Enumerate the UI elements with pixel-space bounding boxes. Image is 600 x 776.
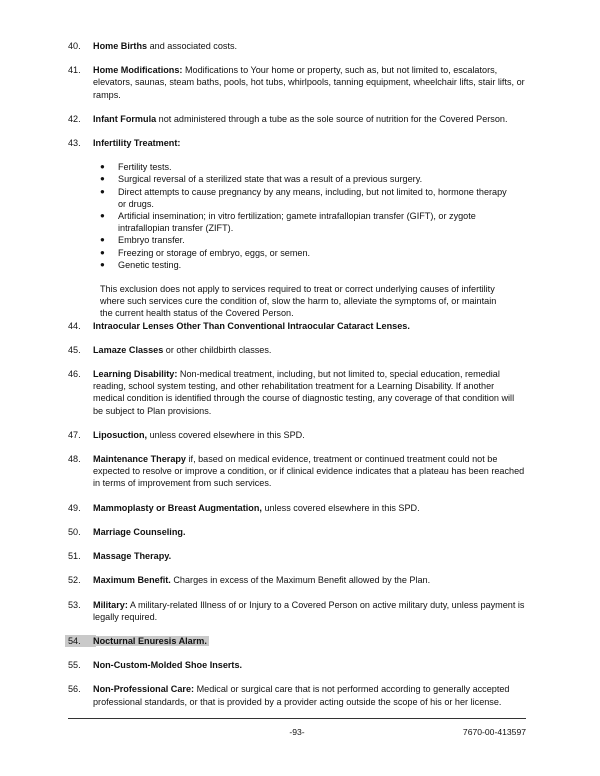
exclusion-item bbox=[68, 113, 526, 125]
exclusion-description: unless covered elsewhere in this SPD. bbox=[261, 502, 420, 513]
bullet-text: Genetic testing. bbox=[118, 259, 182, 270]
page-footer bbox=[68, 718, 526, 742]
exclusion-term: Massage Therapy. bbox=[93, 551, 172, 562]
exclusion-item bbox=[68, 429, 526, 441]
list-item bbox=[100, 173, 508, 185]
exclusion-item bbox=[68, 64, 526, 101]
exclusion-term: Military: bbox=[93, 599, 128, 610]
exclusion-number: 43. bbox=[68, 138, 81, 149]
bullet-icon: ● bbox=[100, 211, 105, 221]
exclusion-item bbox=[68, 344, 526, 356]
exclusion-number: 50. bbox=[68, 526, 81, 537]
bullet-icon: ● bbox=[100, 162, 105, 172]
exclusion-text bbox=[93, 113, 526, 125]
exclusion-text bbox=[93, 137, 526, 149]
exclusion-term: Home Modifications: bbox=[93, 65, 183, 76]
bullet-text: Direct attempts to cause pregnancy by any means, including, but not limited to, hormone therapy or drugs. bbox=[118, 186, 507, 209]
exclusion-number: 47. bbox=[68, 429, 81, 440]
exclusion-term: Infertility Treatment: bbox=[93, 138, 181, 149]
list-item bbox=[100, 161, 508, 173]
exclusion-description: A military-related Illness of or Injury to a Covered Person on active military duty, unless payment is legally required. bbox=[93, 599, 525, 622]
exclusion-term: Intraocular Lenses Other Than Conventional Intraocular Cataract Lenses. bbox=[93, 320, 410, 331]
exclusion-term: Learning Disability: bbox=[93, 369, 178, 380]
exclusion-number: 49. bbox=[68, 502, 81, 513]
list-item bbox=[100, 259, 508, 271]
exclusion-item bbox=[68, 659, 526, 671]
exclusion-sublist-block bbox=[100, 161, 508, 319]
list-item bbox=[100, 186, 508, 210]
exclusion-term: Non-Professional Care: bbox=[93, 684, 195, 695]
bullet-text: Embryo transfer. bbox=[118, 235, 185, 246]
list-item bbox=[100, 234, 508, 246]
exclusion-number: 46. bbox=[68, 369, 81, 380]
exclusion-term: Non-Custom-Molded Shoe Inserts. bbox=[93, 660, 243, 671]
exclusion-text bbox=[93, 429, 526, 441]
exclusion-term: Liposuction, bbox=[93, 429, 148, 440]
exclusion-text bbox=[93, 502, 526, 514]
exclusion-text bbox=[93, 64, 526, 101]
footer-divider bbox=[68, 718, 526, 719]
exclusion-term: Home Births bbox=[93, 41, 148, 51]
exclusion-number: 45. bbox=[68, 344, 81, 355]
exclusion-description: unless covered elsewhere in this SPD. bbox=[147, 429, 305, 440]
bullet-icon: ● bbox=[100, 235, 105, 245]
exclusion-description: if, based on medical evidence, treatment or continued treatment could not be expected to resolve or improve a condition, or if clinical evidence indicates that a plateau has been reached in terms of improvement from such services. bbox=[93, 454, 525, 489]
exclusion-text bbox=[93, 635, 526, 647]
exclusion-text bbox=[93, 526, 526, 538]
exclusion-number: 41. bbox=[68, 65, 81, 76]
exclusion-text bbox=[93, 574, 526, 586]
exclusion-term: Maintenance Therapy bbox=[93, 454, 186, 465]
exclusion-item bbox=[68, 635, 526, 647]
exclusion-note-paragraph: This exclusion does not apply to services required to treat or correct underlying causes of infertility where such services cure the condition of, slow the harm to, alleviate the symptoms of, or maintain the current health status of the Covered Person. bbox=[100, 284, 497, 319]
exclusion-text bbox=[93, 368, 526, 417]
exclusion-number: 44. bbox=[68, 320, 81, 331]
list-item bbox=[100, 247, 508, 259]
exclusion-item bbox=[68, 453, 526, 490]
exclusion-text bbox=[93, 683, 526, 707]
exclusion-description: not administered through a tube as the sole source of nutrition for the Covered Person. bbox=[156, 113, 508, 124]
exclusion-item bbox=[68, 368, 526, 417]
exclusion-term: Nocturnal Enuresis Alarm. bbox=[93, 635, 207, 646]
bullet-icon: ● bbox=[100, 247, 105, 257]
bullet-icon: ● bbox=[100, 174, 105, 184]
bullet-text: Fertility tests. bbox=[118, 162, 172, 173]
exclusion-number: 52. bbox=[68, 575, 81, 586]
exclusion-item bbox=[68, 137, 526, 149]
document-id: 7670-00-413597 bbox=[462, 727, 526, 737]
exclusion-number: 53. bbox=[68, 599, 81, 610]
exclusion-term: Marriage Counseling. bbox=[93, 526, 186, 537]
exclusion-description: Non-medical treatment, including, but not limited to, special education, remedial reading, school system testing, and other rehabilitation treatment for a Learning Disability. If another medical condition is identified through the course of diagnostic testing, any coverage of that condition will be subject to Plan provisions. bbox=[93, 369, 515, 416]
exclusion-description: Charges in excess of the Maximum Benefit allowed by the Plan. bbox=[170, 575, 431, 586]
page-number: -93- bbox=[289, 727, 305, 737]
exclusion-term: Lamaze Classes bbox=[93, 344, 164, 355]
highlight-mark bbox=[93, 636, 207, 646]
exclusion-item bbox=[68, 502, 526, 514]
exclusion-item bbox=[68, 320, 526, 332]
bullet-text: Surgical reversal of a sterilized state that was a result of a previous surgery. bbox=[118, 174, 423, 185]
exclusion-number: 55. bbox=[68, 660, 81, 671]
exclusion-text bbox=[93, 320, 526, 332]
exclusion-text bbox=[93, 40, 526, 52]
exclusion-term: Maximum Benefit. bbox=[93, 575, 171, 586]
list-item bbox=[100, 210, 508, 234]
exclusion-text bbox=[93, 453, 526, 490]
exclusion-bullet-list bbox=[100, 161, 508, 271]
exclusion-item bbox=[68, 526, 526, 538]
bullet-icon: ● bbox=[100, 259, 105, 269]
bullet-text: Artificial insemination; in vitro fertilization; gamete intrafallopian transfer (GIFT), or zygote intrafallopian transfer (ZIFT). bbox=[118, 211, 476, 234]
exclusion-number: 54. bbox=[68, 635, 93, 647]
exclusion-description: Medical or surgical care that is not performed according to generally accepted professional standards, or that is provided by a provider acting outside the scope of his or her license. bbox=[93, 684, 510, 707]
bullet-text: Freezing or storage of embryo, eggs, or semen. bbox=[118, 247, 311, 258]
exclusion-number: 48. bbox=[68, 454, 81, 465]
exclusion-text bbox=[93, 599, 526, 623]
exclusion-item bbox=[68, 574, 526, 586]
exclusion-item bbox=[68, 683, 526, 707]
exclusion-item bbox=[68, 550, 526, 562]
exclusion-description: and associated costs. bbox=[147, 41, 238, 51]
exclusion-number: 51. bbox=[68, 551, 81, 562]
exclusion-number: 40. bbox=[68, 41, 81, 51]
exclusion-text bbox=[93, 659, 526, 671]
exclusion-text bbox=[93, 550, 526, 562]
exclusion-item bbox=[68, 40, 526, 52]
exclusion-text bbox=[93, 344, 526, 356]
exclusion-term: Mammoplasty or Breast Augmentation, bbox=[93, 502, 262, 513]
exclusion-description: or other childbirth classes. bbox=[163, 344, 272, 355]
bullet-icon: ● bbox=[100, 186, 105, 196]
footer-row bbox=[68, 726, 526, 742]
exclusion-description: Modifications to Your home or property, such as, but not limited to, escalators, elevators, saunas, steam baths, pools, hot tubs, whirlpools, tanning equipment, wheelchair lifts, stair lifts, or ramps. bbox=[93, 65, 525, 100]
exclusions-list bbox=[68, 40, 526, 720]
exclusion-number: 56. bbox=[68, 684, 81, 695]
exclusion-item bbox=[68, 599, 526, 623]
exclusion-number: 42. bbox=[68, 113, 81, 124]
exclusion-term: Infant Formula bbox=[93, 113, 157, 124]
